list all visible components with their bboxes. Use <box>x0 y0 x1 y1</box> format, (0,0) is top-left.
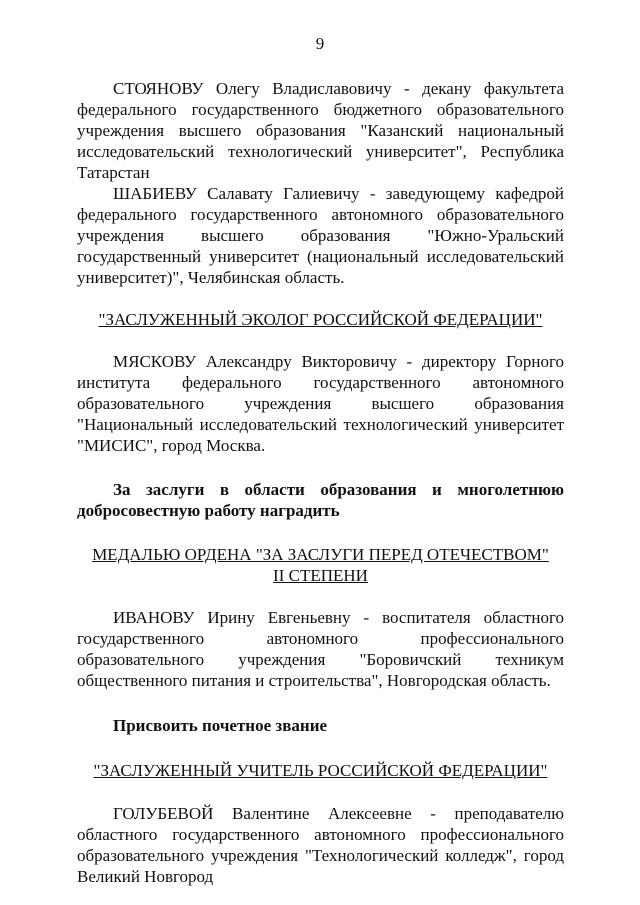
award-intro: За заслуги в области образования и многолетнюю добросовестную работу наградить <box>77 480 564 520</box>
entry-stoyanov: СТОЯНОВУ Олегу Владиславовичу - декану факультета федерального государственного бюджетного образовательного учреждения высшего образования "Казанский национальный исследовательский технологический университет", Республика Татарстан <box>77 79 564 182</box>
entry-shabiev: ШАБИЕВУ Салавату Галиевичу - заведующему кафедрой федерального государственного автономного образовательного учреждения высшего образования "Южно-Уральский государственный университет (национальный исследовательский университет)", Челябинская область. <box>77 184 564 287</box>
medal-title-line1: МЕДАЛЬЮ ОРДЕНА "ЗА ЗАСЛУГИ ПЕРЕД ОТЕЧЕСТВОМ" <box>92 545 549 564</box>
entry-myaskov: МЯСКОВУ Александру Викторовичу - директору Горного института федерального государственного автономного образовательного учреждения высшего образования "Национальный исследовательский технологический университет "МИСИС", город Москва. <box>77 352 564 455</box>
entry-golubeva: ГОЛУБЕВОЙ Валентине Алексеевне - преподавателю областного государственного автономного профессионального образовательного учреждения "Технологический колледж", город Великий Новгород <box>77 804 564 886</box>
title-honored-teacher: "ЗАСЛУЖЕННЫЙ УЧИТЕЛЬ РОССИЙСКОЙ ФЕДЕРАЦИИ" <box>93 761 548 780</box>
medal-title-line2: II СТЕПЕНИ <box>273 566 368 585</box>
page-number: 9 <box>315 34 325 53</box>
entry-ivanova: ИВАНОВУ Ирину Евгеньевну - воспитателя областного государственного автономного профессионального образовательного учреждения "Боровичский техникум общественного питания и строительства", Новгородская область. <box>77 608 564 690</box>
honorary-intro: Присвоить почетное звание <box>113 716 328 735</box>
medal-title <box>77 544 564 586</box>
title-honored-ecologist: "ЗАСЛУЖЕННЫЙ ЭКОЛОГ РОССИЙСКОЙ ФЕДЕРАЦИИ" <box>98 310 543 329</box>
document-body <box>77 78 564 887</box>
